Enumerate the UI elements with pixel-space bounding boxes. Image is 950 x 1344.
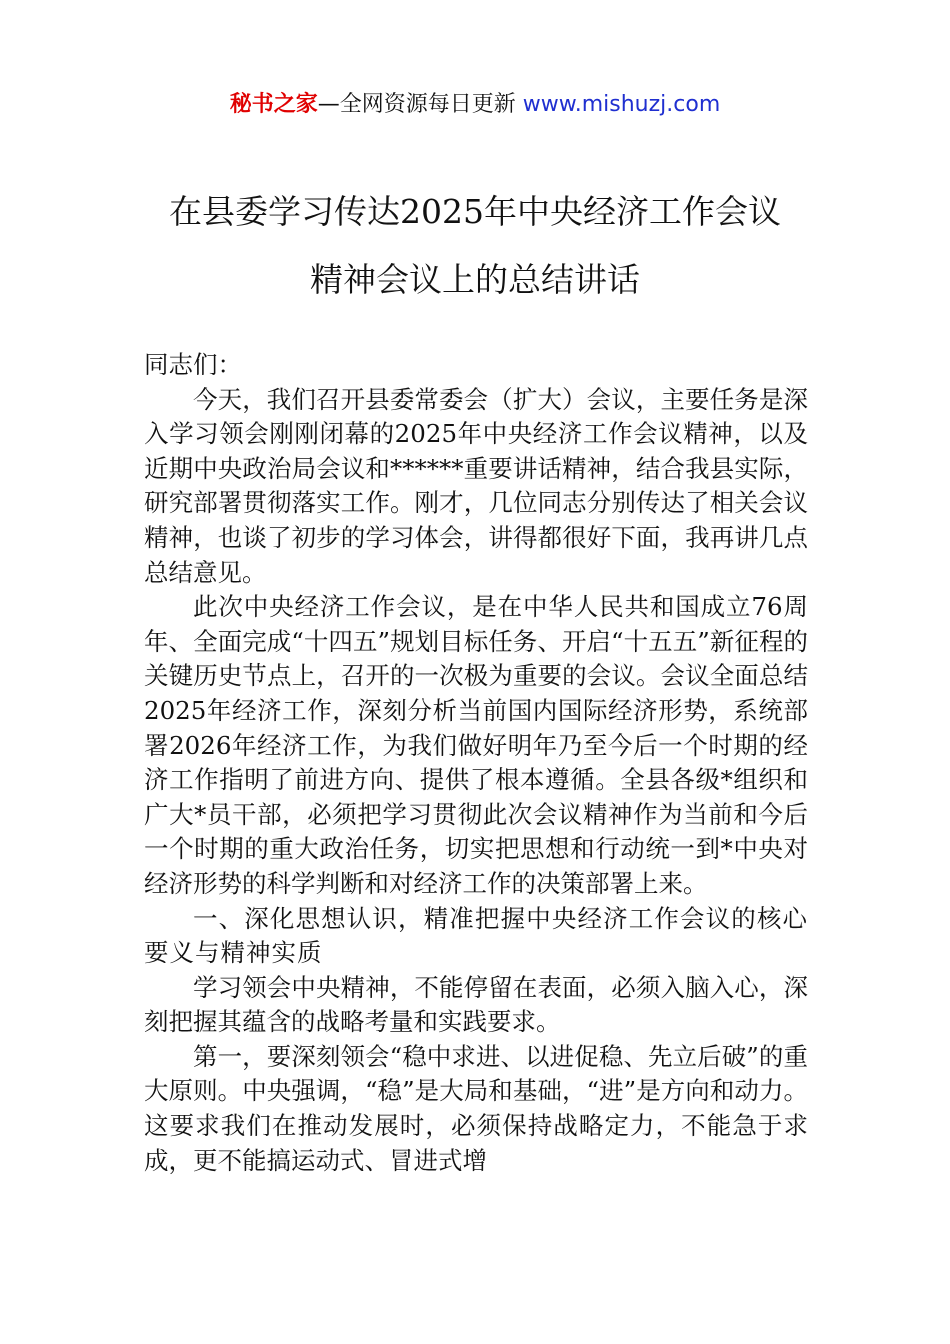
body-paragraph: 今天，我们召开县委常委会（扩大）会议，主要任务是深入学习领会刚刚闭幕的2025年中央经济工作会议精神，以及近期中央政治局会议和******重要讲话精神，结合我县实际，研究部署贯彻落实工作。刚才，几位同志分别传达了相关会议精神，也谈了初步的学习体会，讲得都很好下面，我再讲几点总结意见。 [144, 384, 808, 587]
document-title-line-2: 精神会议上的总结讲话 [310, 260, 640, 299]
document-body [144, 348, 808, 1178]
body-paragraph: 学习领会中央精神，不能停留在表面，必须入脑入心，深刻把握其蕴含的战略考量和实践要求。 [144, 972, 808, 1037]
body-paragraph: 第一，要深刻领会“稳中求进、以进促稳、先立后破”的重大原则。中央强调，“稳”是大局和基础，“进”是方向和动力。这要求我们在推动发展时，必须保持战略定力，不能急于求成，更不能搞运动式、冒进式增 [144, 1041, 808, 1175]
document-title-line-1: 在县委学习传达2025年中央经济工作会议 [169, 192, 781, 231]
site-brand[interactable]: 秘书之家 [229, 92, 318, 117]
body-paragraph: 此次中央经济工作会议，是在中华人民共和国成立76周年、全面完成“十四五”规划目标任务、开启“十五五”新征程的关键历史节点上，召开的一次极为重要的会议。会议全面总结2025年经济工作，深刻分析当前国内国际经济形势，系统部署2026年经济工作，为我们做好明年乃至今后一个时期的经济工作指明了前进方向、提供了根本遵循。全县各级*组织和广大*员干部，必须把学习贯彻此次会议精神作为当前和今后一个时期的重大政治任务，切实把思想和行动统一到*中央对经济形势的科学判断和对经济工作的决策部署上来。 [144, 592, 808, 898]
salutation: 同志们： [144, 350, 242, 379]
site-url-link[interactable]: www.mishuzj.com [522, 92, 721, 117]
site-header [0, 90, 950, 120]
section-heading: 一、深化思想认识，精准把握中央经济工作会议的核心要义与精神实质 [144, 903, 808, 968]
site-tagline: —全网资源每日更新 [317, 92, 516, 117]
